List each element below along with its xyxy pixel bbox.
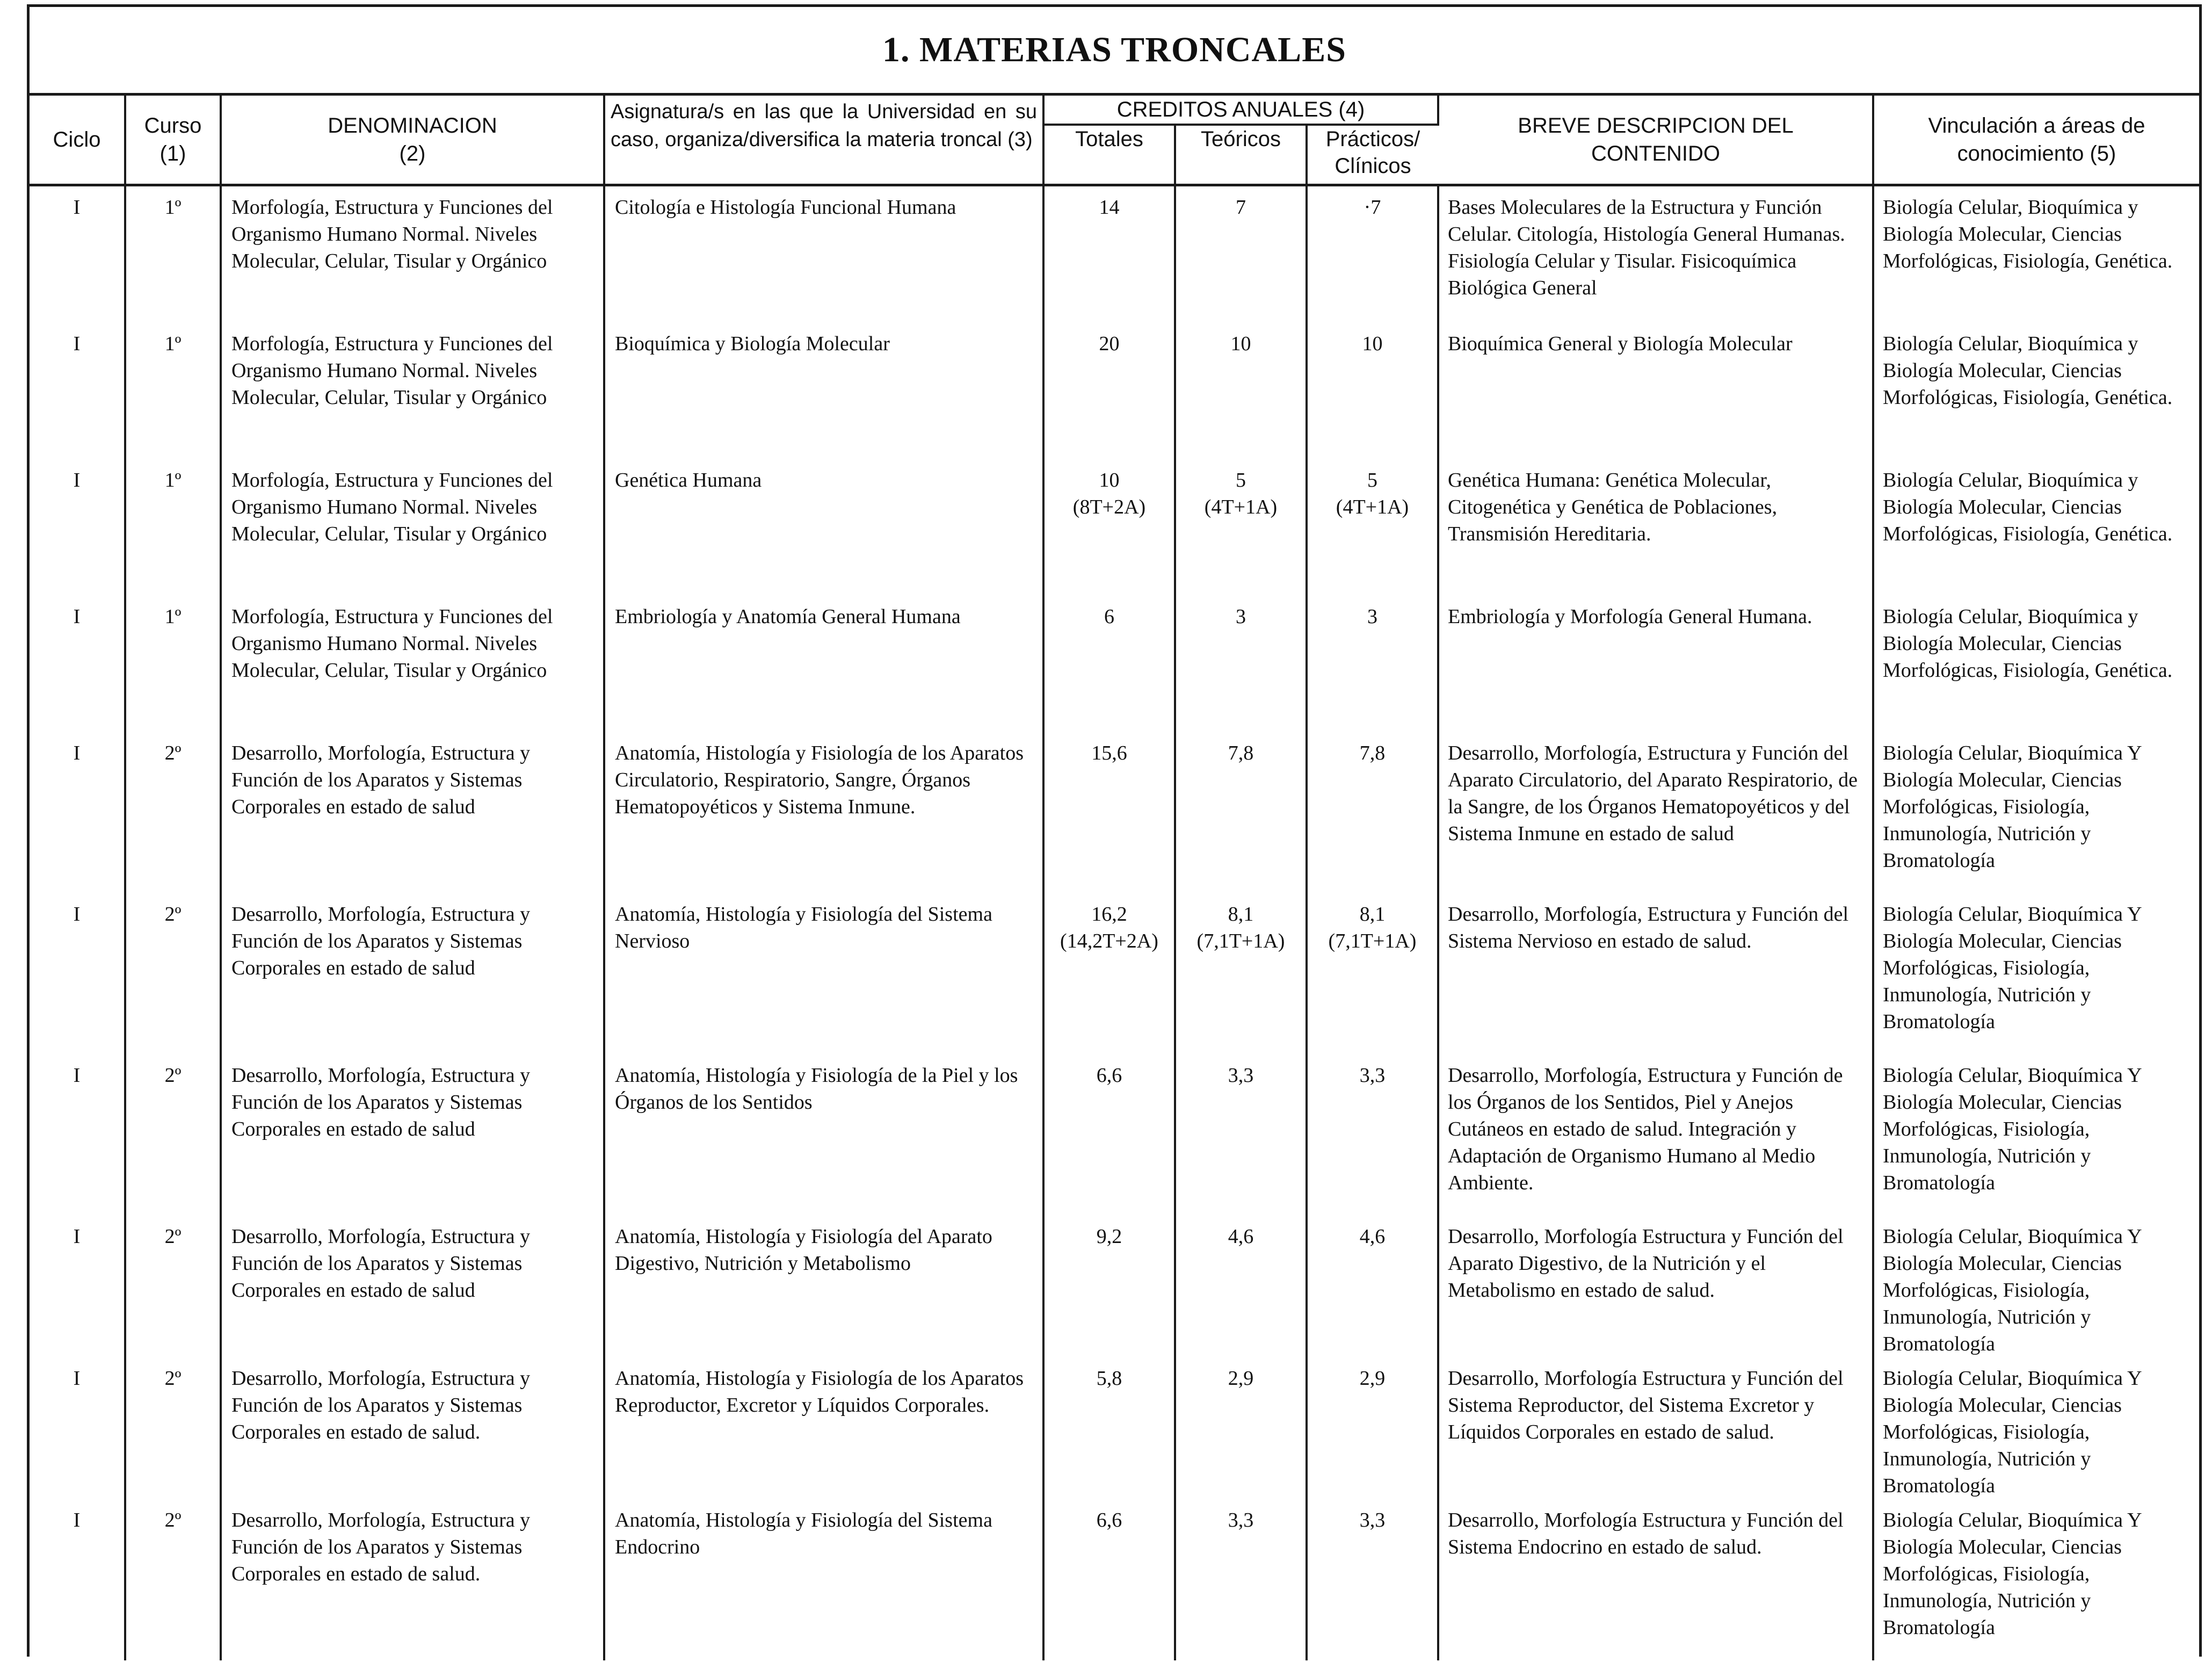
totales-cell [1043,323,1175,459]
curso-text: 2º [164,741,182,764]
teoricos-text: (7,1T+1A) [1196,929,1285,952]
teoricos-cell [1175,185,1307,323]
areas-cell [1873,185,2199,323]
practicos-text: 10 [1362,332,1383,355]
curso-cell [125,459,221,596]
descripcion-text: Desarrollo, Morfología, Estructura y Función del Sistema Nervioso en estado de salud. [1448,902,1849,952]
teoricos-text: 3 [1236,605,1246,628]
areas-cell [1873,596,2199,732]
ciclo-cell [30,459,125,596]
ciclo-text: I [73,902,81,926]
descripcion-cell [1438,1499,1873,1660]
table-row [30,1499,2199,1660]
descripcion-cell [1438,1054,1873,1216]
teoricos-cell [1175,893,1307,1054]
practicos-cell [1307,323,1438,459]
asignatura-cell [604,1054,1043,1216]
practicos-cell [1307,596,1438,732]
asignatura-text: Anatomía, Histología y Fisiología del Aparato Digestivo, Nutrición y Metabolismo [615,1225,992,1275]
areas-cell [1873,1499,2199,1660]
areas-text: Biología Celular, Bioquímica Y Biología Molecular, Ciencias Morfológicas, Fisiología, Inmunología, Nutrición y Bromatología [1883,741,2142,872]
col-header-creditos: CREDITOS ANUALES (4) [1043,96,1438,125]
practicos-text: (4T+1A) [1336,495,1409,518]
asignatura-cell [604,596,1043,732]
ciclo-text: I [73,468,81,492]
descripcion-text: Desarrollo, Morfología Estructura y Función del Sistema Endocrino en estado de salud. [1448,1508,1844,1558]
descripcion-text: Desarrollo, Morfología, Estructura y Función del Aparato Circulatorio, del Aparato Respiratorio, de la Sangre, de los Órganos Hematopoyéticos y del Sistema Inmune en estado de salud [1448,741,1858,845]
materias-troncales-form [27,4,2202,1657]
asignatura-text: Genética Humana [615,468,762,492]
practicos-cell [1307,1216,1438,1357]
curso-cell [125,1054,221,1216]
materias-table [30,96,2199,1660]
totales-cell [1043,1054,1175,1216]
practicos-text: (7,1T+1A) [1328,929,1417,952]
totales-text: 20 [1099,332,1120,355]
teoricos-cell [1175,1499,1307,1660]
ciclo-cell [30,1499,125,1660]
totales-cell [1043,893,1175,1054]
curso-cell [125,732,221,893]
asignatura-cell [604,1499,1043,1660]
asignatura-cell [604,185,1043,323]
denominacion-cell [221,1499,604,1660]
denominacion-cell [221,893,604,1054]
denominacion-text: Desarrollo, Morfología, Estructura y Función de los Aparatos y Sistemas Corporales en estado de salud [231,1064,531,1140]
ciclo-cell [30,1357,125,1499]
practicos-cell [1307,1357,1438,1499]
ciclo-cell [30,185,125,323]
practicos-text: 8,1 [1359,902,1386,926]
areas-text: Biología Celular, Bioquímica Y Biología Molecular, Ciencias Morfológicas, Fisiología, Inmunología, Nutrición y Bromatología [1883,1225,2142,1355]
curso-text: 1º [164,332,182,355]
denominacion-text: Desarrollo, Morfología, Estructura y Función de los Aparatos y Sistemas Corporales en estado de salud [231,741,531,818]
areas-text: Biología Celular, Bioquímica y Biología Molecular, Ciencias Morfológicas, Fisiología, Genética. [1883,605,2173,682]
curso-text: 2º [164,1225,182,1248]
areas-text: Biología Celular, Bioquímica Y Biología Molecular, Ciencias Morfológicas, Fisiología, Inmunología, Nutrición y Bromatología [1883,902,2142,1033]
ciclo-cell [30,596,125,732]
descripcion-text: Genética Humana: Genética Molecular, Citogenética y Genética de Poblaciones, Transmisión Hereditaria. [1448,468,1778,545]
practicos-text: 2,9 [1359,1367,1386,1390]
curso-cell [125,185,221,323]
ciclo-text: I [73,1508,81,1531]
denominacion-text: Morfología, Estructura y Funciones del Organismo Humano Normal. Niveles Molecular, Celular, Tisular y Orgánico [231,196,553,272]
table-row [30,1216,2199,1357]
denominacion-text: Morfología, Estructura y Funciones del Organismo Humano Normal. Niveles Molecular, Celular, Tisular y Orgánico [231,332,553,409]
totales-cell [1043,459,1175,596]
totales-cell [1043,1216,1175,1357]
teoricos-text: 7 [1236,196,1246,219]
practicos-cell [1307,1499,1438,1660]
col-header-descripcion: BREVE DESCRIPCION DEL CONTENIDO [1438,96,1873,185]
areas-text: Biología Celular, Bioquímica y Biología Molecular, Ciencias Morfológicas, Fisiología, Genética. [1883,332,2173,409]
denominacion-cell [221,1216,604,1357]
teoricos-text: 10 [1230,332,1251,355]
denominacion-cell [221,1054,604,1216]
totales-text: 14 [1099,196,1120,219]
denominacion-cell [221,732,604,893]
teoricos-cell [1175,1054,1307,1216]
curso-cell [125,893,221,1054]
ciclo-cell [30,323,125,459]
table-row [30,185,2199,323]
practicos-text: 4,6 [1359,1225,1386,1248]
ciclo-cell [30,893,125,1054]
teoricos-text: 4,6 [1228,1225,1254,1248]
descripcion-cell [1438,323,1873,459]
table-row [30,596,2199,732]
denominacion-cell [221,1357,604,1499]
areas-text: Biología Celular, Bioquímica y Biología Molecular, Ciencias Morfológicas, Fisiología, Genética. [1883,196,2173,272]
totales-text: 15,6 [1091,741,1127,764]
denominacion-text: Desarrollo, Morfología, Estructura y Función de los Aparatos y Sistemas Corporales en estado de salud [231,902,531,979]
curso-cell [125,596,221,732]
curso-text: 1º [164,605,182,628]
areas-cell [1873,1357,2199,1499]
descripcion-cell [1438,459,1873,596]
curso-text: 2º [164,1064,182,1087]
teoricos-cell [1175,459,1307,596]
curso-text: 1º [164,468,182,492]
totales-text: 16,2 [1091,902,1127,926]
totales-cell [1043,596,1175,732]
areas-cell [1873,1054,2199,1216]
asignatura-text: Anatomía, Histología y Fisiología del Sistema Endocrino [615,1508,992,1558]
areas-cell [1873,1216,2199,1357]
curso-text: 2º [164,1367,182,1390]
denominacion-text: Desarrollo, Morfología, Estructura y Función de los Aparatos y Sistemas Corporales en estado de salud [231,1225,531,1302]
areas-cell [1873,732,2199,893]
practicos-text: ·7 [1364,196,1381,219]
ciclo-cell [30,1054,125,1216]
curso-cell [125,323,221,459]
totales-text: 6 [1104,605,1114,628]
descripcion-cell [1438,596,1873,732]
asignatura-cell [604,323,1043,459]
totales-text: 5,8 [1096,1367,1122,1390]
denominacion-cell [221,459,604,596]
totales-text: 9,2 [1096,1225,1122,1248]
ciclo-text: I [73,741,81,764]
denominacion-cell [221,323,604,459]
teoricos-text: 2,9 [1228,1367,1254,1390]
teoricos-cell [1175,732,1307,893]
col-header-practicos: Prácticos/ Clínicos [1307,125,1438,185]
descripcion-cell [1438,185,1873,323]
asignatura-text: Anatomía, Histología y Fisiología de los Aparatos Reproductor, Excretor y Líquidos Corporales. [615,1367,1024,1417]
curso-cell [125,1357,221,1499]
asignatura-cell [604,893,1043,1054]
descripcion-text: Embriología y Morfología General Humana. [1448,605,1812,628]
ciclo-cell [30,732,125,893]
ciclo-text: I [73,605,81,628]
asignatura-cell [604,1357,1043,1499]
page-title: 1. MATERIAS TRONCALES [30,7,2199,96]
asignatura-cell [604,459,1043,596]
practicos-cell [1307,893,1438,1054]
table-row [30,323,2199,459]
totales-text: 6,6 [1096,1508,1122,1531]
col-header-vinculacion: Vinculación a áreas de conocimiento (5) [1873,96,2199,185]
denominacion-text: Morfología, Estructura y Funciones del Organismo Humano Normal. Niveles Molecular, Celular, Tisular y Orgánico [231,605,553,682]
totales-cell [1043,1357,1175,1499]
denominacion-text: Desarrollo, Morfología, Estructura y Función de los Aparatos y Sistemas Corporales en estado de salud. [231,1367,531,1443]
teoricos-cell [1175,323,1307,459]
teoricos-text: 7,8 [1228,741,1254,764]
table-row [30,732,2199,893]
descripcion-cell [1438,1357,1873,1499]
areas-text: Biología Celular, Bioquímica Y Biología Molecular, Ciencias Morfológicas, Fisiología, Inmunología, Nutrición y Bromatología [1883,1508,2142,1639]
areas-text: Biología Celular, Bioquímica Y Biología Molecular, Ciencias Morfológicas, Fisiología, Inmunología, Nutrición y Bromatología [1883,1367,2142,1497]
asignatura-text: Bioquímica y Biología Molecular [615,332,890,355]
table-body [30,185,2199,1660]
ciclo-text: I [73,1367,81,1390]
curso-text: 1º [164,196,182,219]
teoricos-text: 3,3 [1228,1064,1254,1087]
denominacion-text: Morfología, Estructura y Funciones del Organismo Humano Normal. Niveles Molecular, Celular, Tisular y Orgánico [231,468,553,545]
areas-cell [1873,323,2199,459]
totales-text: 10 [1099,468,1120,492]
col-header-denominacion: DENOMINACION (2) [221,96,604,185]
col-header-curso: Curso (1) [125,96,221,185]
denominacion-text: Desarrollo, Morfología, Estructura y Función de los Aparatos y Sistemas Corporales en estado de salud. [231,1508,531,1585]
table-header [30,96,2199,185]
teoricos-text: 5 [1236,468,1246,492]
denominacion-cell [221,596,604,732]
teoricos-cell [1175,1216,1307,1357]
col-header-teoricos: Teóricos [1175,125,1307,185]
practicos-text: 7,8 [1359,741,1386,764]
practicos-cell [1307,732,1438,893]
asignatura-text: Anatomía, Histología y Fisiología del Sistema Nervioso [615,902,992,952]
curso-cell [125,1499,221,1660]
practicos-text: 5 [1367,468,1377,492]
areas-text: Biología Celular, Bioquímica Y Biología Molecular, Ciencias Morfológicas, Fisiología, Inmunología, Nutrición y Bromatología [1883,1064,2142,1194]
practicos-text: 3,3 [1359,1064,1386,1087]
table-row [30,893,2199,1054]
descripcion-text: Desarrollo, Morfología Estructura y Función del Sistema Reproductor, del Sistema Excretor y Líquidos Corporales en estado de salud. [1448,1367,1844,1443]
asignatura-text: Citología e Histología Funcional Humana [615,196,956,219]
practicos-text: 3,3 [1359,1508,1386,1531]
teoricos-cell [1175,596,1307,732]
ciclo-cell [30,1216,125,1357]
curso-text: 2º [164,902,182,926]
practicos-cell [1307,185,1438,323]
asignatura-text: Anatomía, Histología y Fisiología de la Piel y los Órganos de los Sentidos [615,1064,1018,1114]
practicos-cell [1307,459,1438,596]
ciclo-text: I [73,196,81,219]
teoricos-cell [1175,1357,1307,1499]
teoricos-text: 3,3 [1228,1508,1254,1531]
descripcion-cell [1438,1216,1873,1357]
ciclo-text: I [73,1064,81,1087]
ciclo-text: I [73,1225,81,1248]
descripcion-text: Bioquímica General y Biología Molecular [1448,332,1793,355]
areas-text: Biología Celular, Bioquímica y Biología Molecular, Ciencias Morfológicas, Fisiología, Genética. [1883,468,2173,545]
ciclo-text: I [73,332,81,355]
practicos-cell [1307,1054,1438,1216]
totales-cell [1043,1499,1175,1660]
descripcion-cell [1438,732,1873,893]
table-row [30,1054,2199,1216]
col-header-asignatura: Asignatura/s en las que la Universidad en su caso, organiza/diversifica la materia troncal (3) [604,96,1043,185]
teoricos-text: 8,1 [1228,902,1254,926]
table-row [30,1357,2199,1499]
col-header-ciclo: Ciclo [30,96,125,185]
curso-cell [125,1216,221,1357]
descripcion-text: Desarrollo, Morfología, Estructura y Función de los Órganos de los Sentidos, Piel y Anejos Cutáneos en estado de salud. Integración y Adaptación de Organismo Humano al Medio Ambiente. [1448,1064,1843,1194]
teoricos-text: (4T+1A) [1204,495,1278,518]
asignatura-text: Embriología y Anatomía General Humana [615,605,961,628]
asignatura-text: Anatomía, Histología y Fisiología de los Aparatos Circulatorio, Respiratorio, Sangre, Órganos Hematopoyéticos y Sistema Inmune. [615,741,1024,818]
areas-cell [1873,893,2199,1054]
practicos-text: 3 [1367,605,1377,628]
asignatura-cell [604,732,1043,893]
totales-cell [1043,732,1175,893]
totales-text: 6,6 [1096,1064,1122,1087]
descripcion-text: Bases Moleculares de la Estructura y Función Celular. Citología, Histología General Humanas. Fisiología Celular y Tisular. Fisicoquímica Biológica General [1448,196,1845,299]
totales-cell [1043,185,1175,323]
descripcion-text: Desarrollo, Morfología Estructura y Función del Aparato Digestivo, de la Nutrición y el Metabolismo en estado de salud. [1448,1225,1844,1302]
areas-cell [1873,459,2199,596]
col-header-totales: Totales [1043,125,1175,185]
asignatura-cell [604,1216,1043,1357]
denominacion-cell [221,185,604,323]
descripcion-cell [1438,893,1873,1054]
table-row [30,459,2199,596]
totales-text: (14,2T+2A) [1060,929,1158,952]
totales-text: (8T+2A) [1072,495,1146,518]
curso-text: 2º [164,1508,182,1531]
